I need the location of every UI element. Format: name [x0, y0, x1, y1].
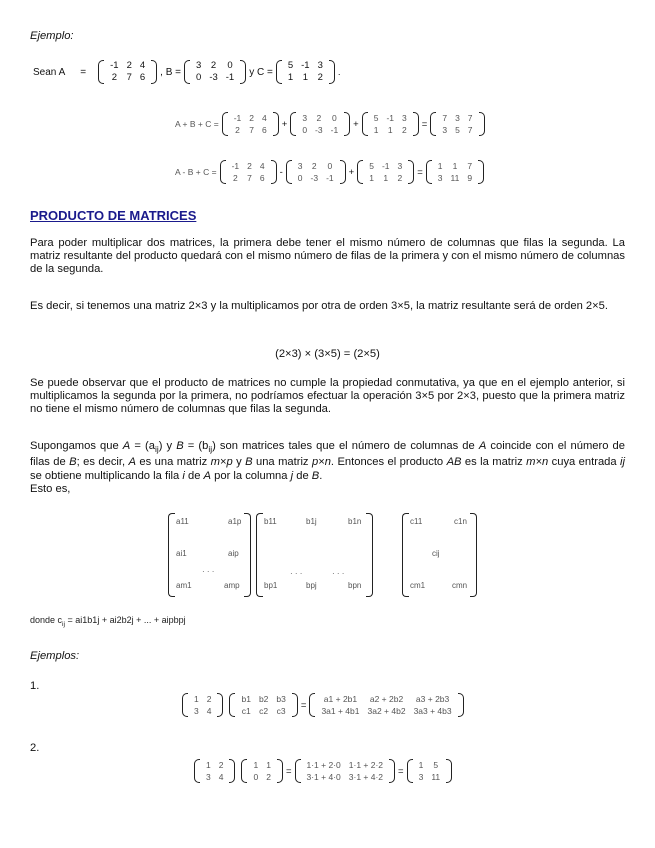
matrix-row [237, 705, 289, 717]
matrix-cell: -1 [326, 173, 334, 183]
matrix-cell: 2 [218, 760, 224, 770]
matrix-cell: 1 [387, 125, 393, 135]
matrix-cell: 3 [397, 161, 403, 171]
minus-sign: - [279, 166, 283, 178]
left-bracket [241, 759, 247, 783]
matrix-cell: 3 [206, 772, 211, 782]
donde-formula [30, 615, 186, 628]
matrix-cell: 7 [249, 125, 255, 135]
matrix-cell: 2 [126, 60, 132, 71]
matrix-cell: 0 [302, 125, 308, 135]
matrix-cell: 11 [431, 772, 441, 782]
dots: · · · [332, 569, 345, 578]
matrix-row [106, 72, 149, 84]
left-bracket [407, 759, 413, 783]
esto-es: Esto es, [30, 482, 71, 495]
matrix-body [370, 112, 411, 136]
matrix-row [192, 72, 238, 84]
matrix-cell: 2 [249, 113, 255, 123]
matrix-cell: 7 [247, 173, 252, 183]
matrix-cell: 3 [455, 113, 460, 123]
b-label: , B = [160, 66, 182, 78]
matrix-cell: 3 [402, 113, 407, 123]
matrix-cell: 7 [467, 125, 473, 135]
matrix-cell: 3 [437, 173, 443, 183]
cell-bpj: bpj [306, 581, 317, 590]
matrix-cell: 2 [316, 113, 322, 123]
matrix-row [230, 124, 271, 136]
ex1-left-matrix [182, 693, 223, 717]
matrix-cell: b2 [258, 694, 269, 704]
matrix-row [298, 112, 342, 124]
ex2-result-matrix [407, 759, 453, 783]
matrix-cell: 7 [467, 161, 473, 171]
cell-am1: am1 [176, 581, 192, 590]
matrix-body [284, 60, 327, 84]
matrix-row [294, 160, 338, 172]
matrix-cell: 5 [369, 161, 374, 171]
right-bracket [344, 112, 350, 136]
matrix-cell: a3 + 2b3 [415, 694, 450, 704]
matrix-cell: 3·1 + 4·0 [306, 772, 341, 782]
matrix-row [317, 693, 455, 705]
diff-equation [172, 160, 484, 184]
matrix-cell: -3 [209, 72, 218, 83]
right-bracket [389, 759, 395, 783]
matrix-cell: 1 [452, 161, 458, 171]
paragraph-2 [30, 300, 625, 313]
matrix-row [438, 112, 476, 124]
matrix-b-left-bracket [256, 513, 263, 597]
matrix-cell: 6 [139, 72, 146, 83]
matrix-cell: 4 [218, 772, 224, 782]
matrices-definition [30, 60, 344, 84]
matrix-cell: 1 [206, 760, 211, 770]
matrix-cell: 0 [227, 60, 233, 71]
diff-matrix-b [286, 160, 346, 184]
matrix-row [202, 759, 227, 771]
matrix-row [249, 759, 274, 771]
matrix-body [106, 60, 149, 84]
matrix-c-left-bracket [402, 513, 409, 597]
matrix-cell: a1 + 2b1 [323, 694, 358, 704]
sum-matrix-b [290, 112, 350, 136]
matrix-cell: 5 [433, 760, 439, 770]
matrix-cell: 11 [450, 173, 460, 183]
matrix-cell: 3 [418, 772, 424, 782]
paragraph-4-text: Supongamos que $A = (a_{ij})$ y $B = (b_{ij})$ son matrices tales que el número de columnas de A coincide con el número de filas de B; es decir, A es una matriz m×p y B una matriz p×n. Entonces el producto AB es la matriz m×n cuya entrada ij se obtiene multiplicando la fila i de A por la columna j de B. [30, 440, 626, 482]
matrix-row [294, 172, 338, 184]
matrix-body [365, 160, 406, 184]
example-2-equation [194, 759, 452, 783]
matrix-cell: 1 [383, 173, 389, 183]
right-bracket [340, 160, 346, 184]
matrix-cell: -1 [233, 113, 242, 123]
matrix-cell: 0 [327, 161, 333, 171]
sum-label: A + B + C = [175, 119, 219, 129]
matrix-body [415, 759, 445, 783]
matrix-row [228, 172, 269, 184]
matrix-body [237, 693, 289, 717]
left-bracket [430, 112, 436, 136]
left-bracket [295, 759, 301, 783]
matrix-cell: 1·1 + 2·0 [306, 760, 341, 770]
matrix-cell: 3 [317, 60, 323, 71]
matrix-cell: 9 [467, 173, 473, 183]
dots: · · · [202, 567, 215, 576]
matrix-row [434, 160, 476, 172]
matrix-row [106, 60, 149, 72]
cell-cij: cij [432, 549, 440, 558]
sum-result [430, 112, 484, 136]
cell-bpn: bpn [348, 581, 362, 590]
paragraph-3-text: Se puede observar que el producto de matrices no cumple la propiedad conmutativa, ya que en el ejemplo anterior, si multiplicamos la segunda por la primera, no podríamos efectuar la operación 3×5 por 2×3, puesto que la primera matriz no tiene el mismo número de columnas que filas la segunda. [30, 377, 625, 416]
general-product [168, 513, 478, 595]
right-bracket [273, 112, 279, 136]
cell-cm1: cm1 [410, 581, 426, 590]
matrix-row [365, 172, 406, 184]
left-bracket [229, 693, 235, 717]
matrix-row [365, 160, 406, 172]
ex1-result-matrix [309, 693, 463, 717]
ex2-left-matrix [194, 759, 235, 783]
right-bracket [217, 693, 223, 717]
cell-bp1: bp1 [264, 581, 278, 590]
left-bracket [357, 160, 363, 184]
matrix-cell: 3a1 + 4b1 [321, 706, 360, 716]
matrix-cell: 1 [302, 72, 309, 83]
matrix-a-right-bracket [244, 513, 251, 597]
matrix-cell: 1 [194, 694, 199, 704]
sum-matrix-c [362, 112, 419, 136]
matrix-cell: 0 [253, 772, 259, 782]
matrix-cell: -1 [301, 60, 310, 71]
matrix-cell: c1 [241, 706, 251, 716]
matrix-cell: 3·1 + 4·2 [348, 772, 384, 782]
right-bracket [277, 759, 283, 783]
left-bracket [309, 693, 315, 717]
left-bracket [362, 112, 368, 136]
right-bracket [292, 693, 298, 717]
matrix-cell: -1 [225, 72, 235, 83]
sum-matrix-a [222, 112, 279, 136]
matrix-cell: 0 [196, 72, 202, 83]
left-bracket [98, 60, 104, 84]
diff-label: A - B + C = [175, 167, 217, 177]
matrix-cell: 5 [455, 125, 460, 135]
matrix-cell: 2 [206, 694, 212, 704]
matrix-cell: 1 [418, 760, 424, 770]
matrix-cell: 2 [397, 173, 403, 183]
paragraph-1 [30, 237, 625, 277]
matrix-cell: -1 [231, 161, 240, 171]
equals-sign: = [300, 699, 307, 711]
left-bracket [220, 160, 226, 184]
matrix-cell: 2 [317, 72, 323, 83]
cell-b1n: b1n [348, 517, 362, 526]
right-bracket [151, 60, 157, 84]
plus-sign: + [281, 118, 288, 130]
equals-sign: = [80, 66, 87, 78]
ex1-right-matrix [229, 693, 297, 717]
matrix-cell: b1 [241, 694, 251, 704]
matrix-b-right-bracket [366, 513, 373, 597]
matrix-cell: -1 [386, 113, 395, 123]
matrix-body [303, 759, 388, 783]
matrix-body [228, 160, 269, 184]
ex2-right-matrix [241, 759, 282, 783]
right-bracket [271, 160, 277, 184]
matrix-cell: 5 [373, 113, 379, 123]
matrix-cell: 7 [442, 113, 448, 123]
matrix-cell: -3 [310, 173, 319, 183]
right-bracket [478, 160, 484, 184]
paragraph-3 [30, 377, 625, 417]
left-bracket [276, 60, 282, 84]
matrix-row [228, 160, 269, 172]
matrix-cell: 2 [210, 60, 217, 71]
matrix-cell: 5 [287, 60, 294, 71]
matrix-row [415, 759, 445, 771]
matrix-row [370, 112, 411, 124]
right-bracket [229, 759, 235, 783]
donde-formula-tail: i1b1j + ai2b2j + ... + aipbpj [80, 615, 186, 625]
donde-text: donde c [30, 615, 63, 625]
matrix-body [190, 693, 215, 717]
paragraph-2-text: Es decir, si tenemos una matriz 2×3 y la multiplicamos por otra de orden 3×5, la matriz resultante será de orden 2×5. [30, 300, 609, 312]
matrix-body [192, 60, 238, 84]
donde-rest: = a [65, 615, 81, 625]
dots: · · · [290, 569, 303, 578]
matrix-row [249, 771, 274, 783]
right-bracket [329, 60, 335, 84]
right-bracket [413, 112, 419, 136]
matrix-cell: 2 [266, 772, 271, 782]
matrix-cell: 0 [297, 173, 303, 183]
matrix-row [298, 124, 342, 136]
matrix-cell: 1 [266, 760, 271, 770]
matrix-cell: 4 [206, 706, 212, 716]
cell-cmn: cmn [452, 581, 468, 590]
cell-a11: a11 [176, 517, 189, 526]
matrix-row [230, 112, 271, 124]
matrix-row [438, 124, 476, 136]
ex2-mid-matrix [295, 759, 396, 783]
matrix-row [202, 771, 227, 783]
example-number-1: 1. [30, 680, 40, 692]
matrix-a [98, 60, 157, 84]
matrix-body [434, 160, 476, 184]
matrix-cell: 3 [194, 706, 199, 716]
diff-result [426, 160, 484, 184]
period: . [337, 66, 341, 78]
cell-ai1: ai1 [176, 549, 187, 558]
cell-aip: aip [228, 549, 239, 558]
example-title: Ejemplo: [30, 30, 74, 42]
c-label: y C = [249, 66, 273, 78]
matrix-cell: 1 [287, 72, 294, 83]
matrix-row [434, 172, 476, 184]
left-bracket [182, 693, 188, 717]
matrix-cell: 4 [259, 161, 265, 171]
left-bracket [194, 759, 200, 783]
matrix-cell: 2 [247, 161, 252, 171]
examples-title: Ejemplos: [30, 650, 80, 662]
matrix-cell: 3 [442, 125, 448, 135]
plus-sign: + [353, 118, 359, 130]
matrix-b [184, 60, 246, 84]
matrix-row [303, 759, 388, 771]
matrix-body [294, 160, 338, 184]
diff-matrix-a [220, 160, 277, 184]
matrix-body [438, 112, 476, 136]
matrix-c-right-bracket [470, 513, 477, 597]
plus-sign: + [348, 166, 355, 178]
matrix-cell: 4 [139, 60, 146, 71]
example-number-2: 2. [30, 742, 40, 754]
right-bracket [240, 60, 246, 84]
matrix-cell: -1 [381, 161, 390, 171]
matrix-cell: -3 [315, 125, 323, 135]
right-bracket [479, 112, 485, 136]
matrix-cell: 1 [369, 173, 374, 183]
matrix-cell: 0 [332, 113, 337, 123]
matrix-cell: 1 [373, 125, 379, 135]
right-bracket [408, 160, 414, 184]
matrix-cell: c2 [259, 706, 269, 716]
right-bracket [446, 759, 452, 783]
cell-b11: b11 [264, 517, 277, 526]
matrix-row [317, 705, 455, 717]
matrix-row [415, 771, 445, 783]
matrix-cell: -1 [330, 125, 339, 135]
sean-label: Sean A [33, 66, 66, 78]
matrix-cell: 2 [235, 125, 240, 135]
matrix-cell: b3 [276, 694, 286, 704]
matrix-body [298, 112, 342, 136]
matrix-cell: 7 [126, 72, 132, 83]
matrix-cell: 2 [311, 161, 317, 171]
matrix-row [237, 693, 289, 705]
left-bracket [286, 160, 292, 184]
matrix-cell: 3a2 + 4b2 [367, 706, 406, 716]
sum-equation [172, 112, 485, 136]
matrix-row [190, 693, 215, 705]
matrix-cell: c3 [276, 706, 286, 716]
equals-sign: = [285, 765, 292, 777]
example-1-equation [182, 693, 464, 717]
left-bracket [290, 112, 296, 136]
cell-amp: amp [224, 581, 240, 590]
matrix-cell: 2 [111, 72, 117, 83]
cell-b1j: b1j [306, 517, 317, 526]
left-bracket [426, 160, 432, 184]
matrix-cell: -1 [110, 60, 119, 71]
matrix-cell: 6 [262, 125, 267, 135]
matrix-c [276, 60, 335, 84]
diff-matrix-c [357, 160, 414, 184]
matrix-cell: 3 [302, 113, 308, 123]
matrix-cell: 2 [402, 125, 407, 135]
matrix-cell: 3a3 + 4b3 [413, 706, 452, 716]
matrix-row [284, 72, 327, 84]
matrix-body [249, 759, 274, 783]
left-bracket [184, 60, 190, 84]
cell-c1n: c1n [454, 517, 467, 526]
matrix-cell: 1·1 + 2·2 [348, 760, 384, 770]
right-bracket [458, 693, 464, 717]
matrix-cell: 1 [437, 161, 443, 171]
matrix-row [303, 771, 388, 783]
matrix-cell: 6 [259, 173, 265, 183]
matrix-row [370, 124, 411, 136]
matrix-row [284, 60, 327, 72]
left-bracket [222, 112, 228, 136]
matrix-body [317, 693, 455, 717]
matrix-a-left-bracket [168, 513, 175, 597]
matrix-cell: 7 [467, 113, 473, 123]
equals-sign: = [417, 166, 423, 178]
paragraph-1-text: Para poder multiplicar dos matrices, la primera debe tener el mismo número de columnas que filas la segunda. La matriz resultante del producto quedará con el mismo número de filas de la primera y con el mismo número de columnas de la segunda. [30, 237, 625, 276]
matrix-cell: 4 [262, 113, 267, 123]
matrix-cell: 3 [297, 161, 303, 171]
cell-a1p: a1p [228, 517, 242, 526]
matrix-cell: 2 [232, 173, 238, 183]
matrix-row [192, 60, 238, 72]
matrix-body [202, 759, 227, 783]
matrix-cell: 3 [196, 60, 202, 71]
matrix-body [230, 112, 271, 136]
section-heading[interactable]: PRODUCTO DE MATRICES [30, 208, 197, 223]
order-formula: (2×3) × (3×5) = (2×5) [275, 348, 380, 360]
equals-sign: = [421, 118, 428, 130]
paragraph-4 [30, 440, 625, 496]
matrix-cell: a2 + 2b2 [369, 694, 404, 704]
equals-sign: = [398, 765, 404, 777]
matrix-row [190, 705, 215, 717]
cell-c11: c11 [410, 517, 423, 526]
donde-sub: ij [62, 620, 66, 628]
matrix-cell: 1 [253, 760, 259, 770]
